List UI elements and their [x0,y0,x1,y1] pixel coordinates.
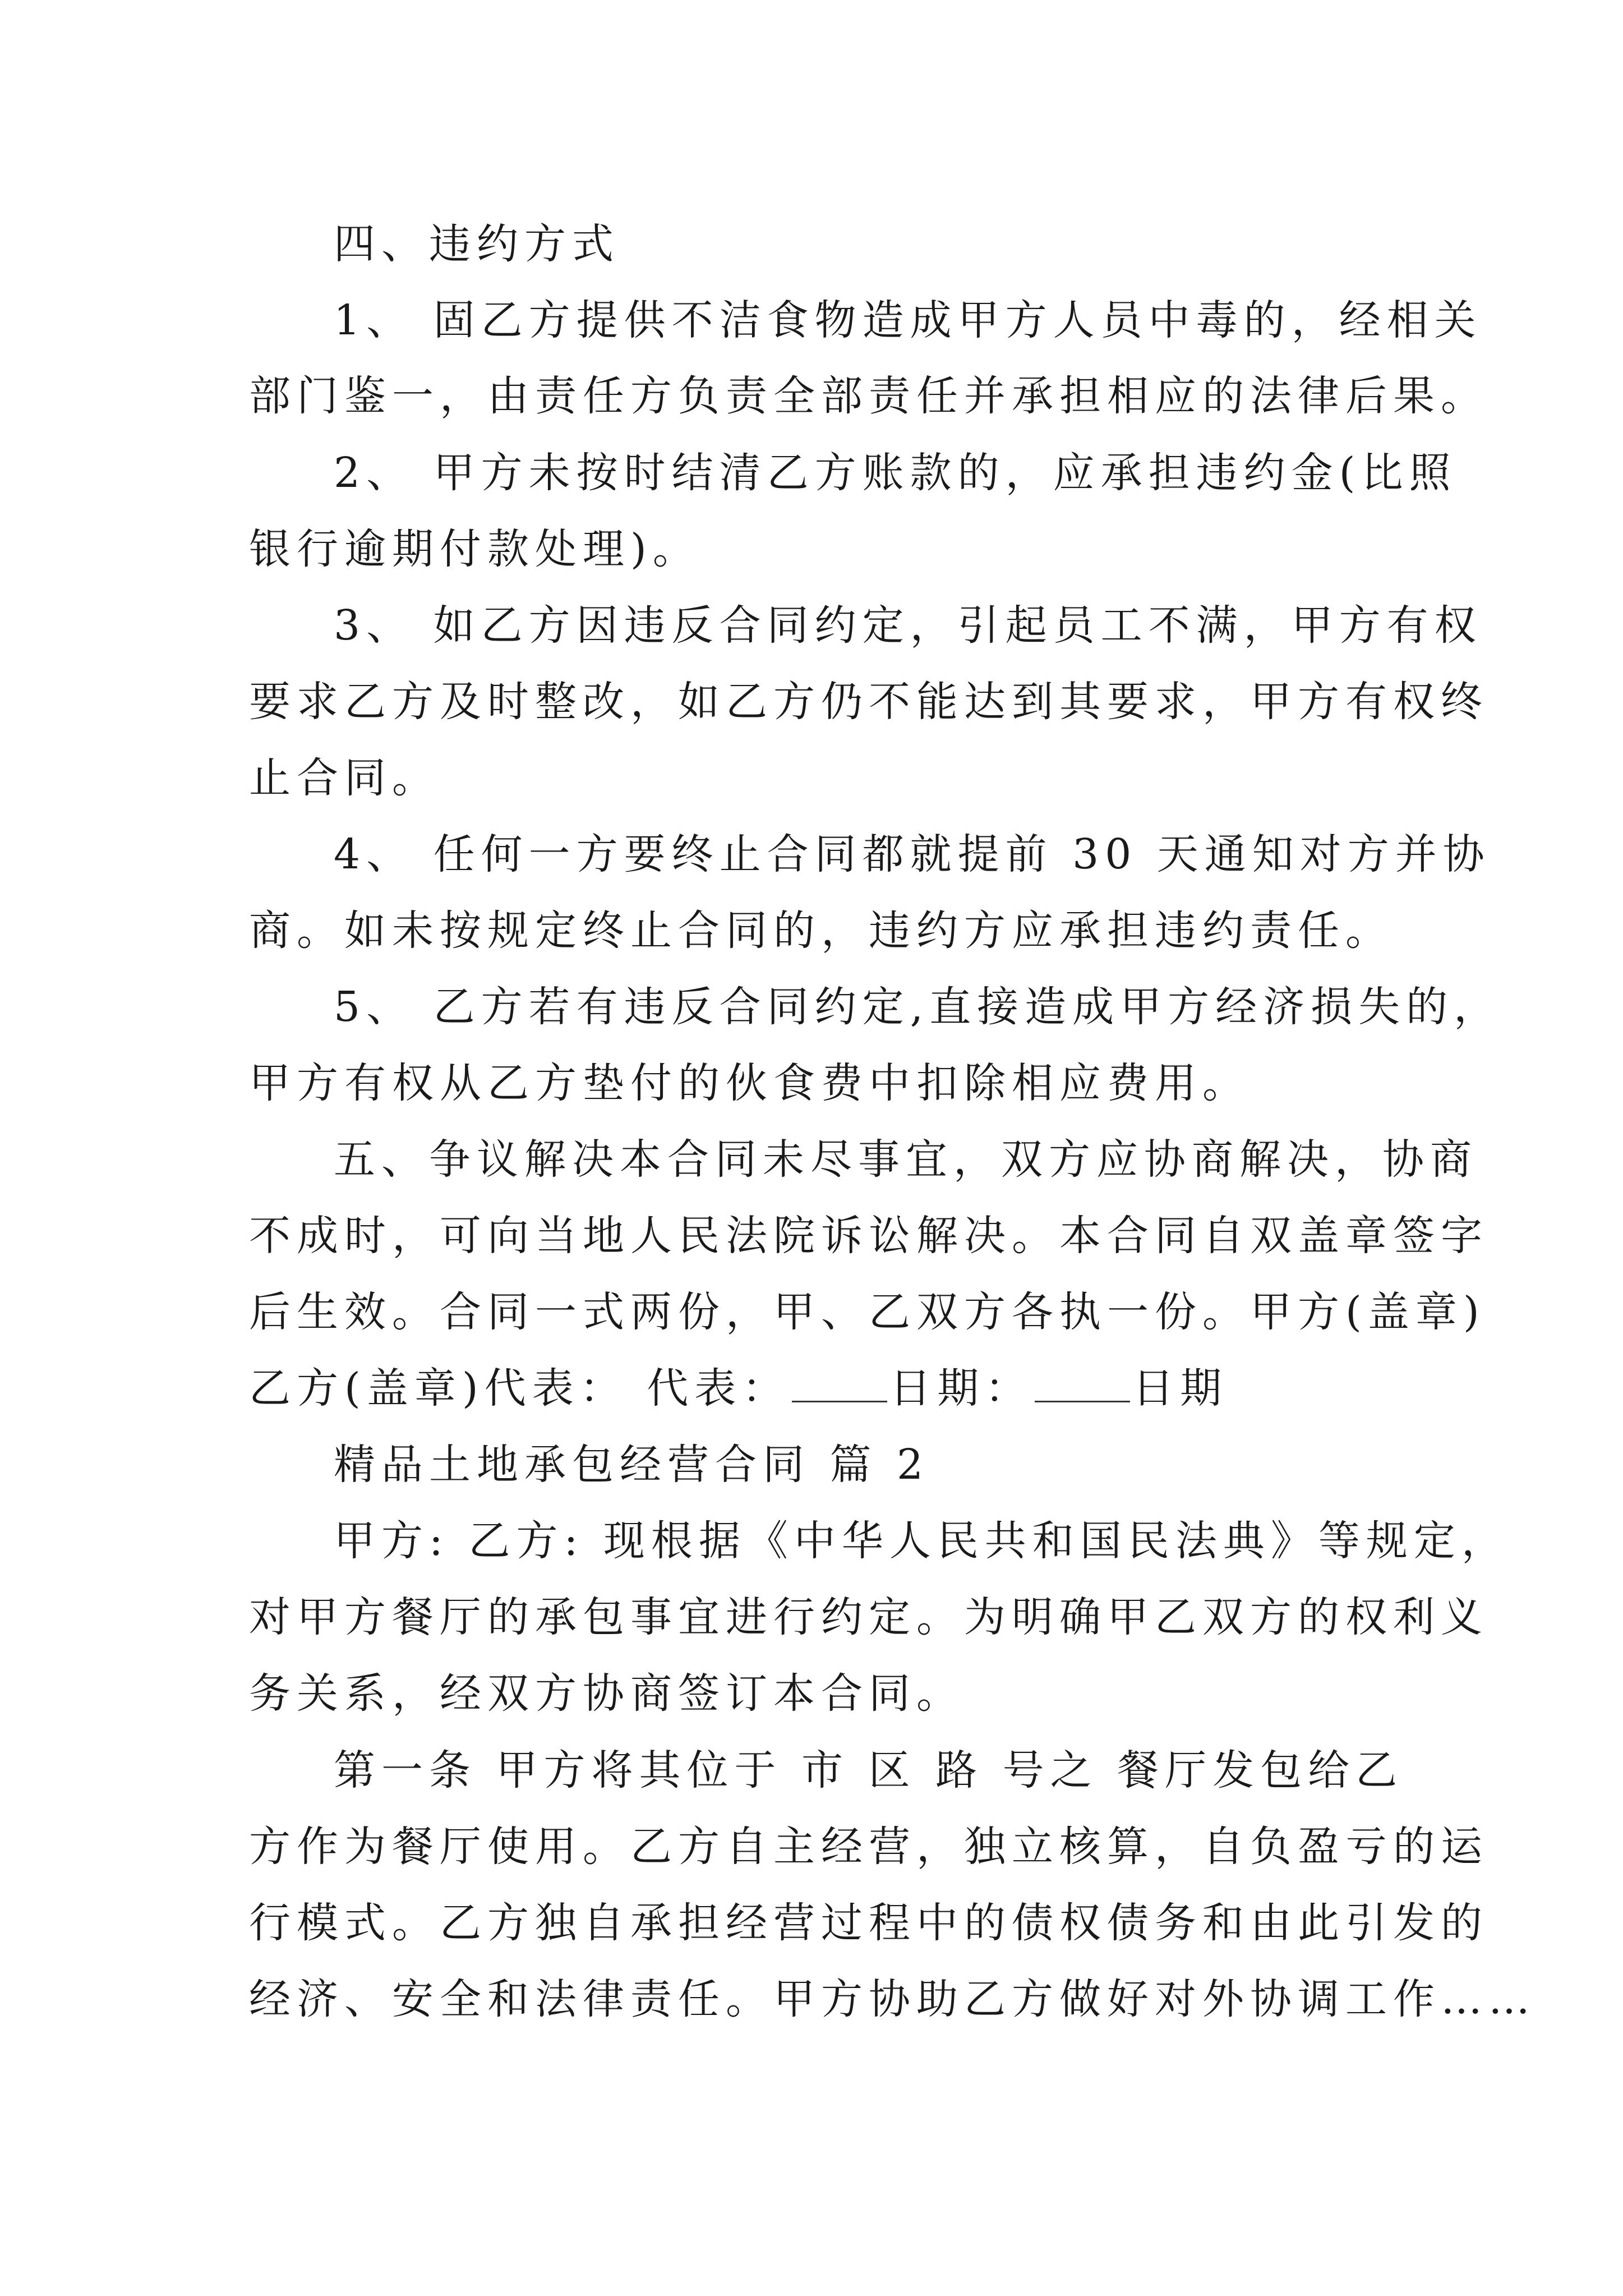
section5-line3: 后生效。合同一式两份，甲、乙双方各执一份。甲方(盖章) [249,1288,1486,1336]
item3-line2: 要求乙方及时整改，如乙方仍不能达到其要求，甲方有权终 [249,678,1488,726]
item5-line1: 5、 乙方若有违反合同约定,直接造成甲方经济损失的， [334,983,1502,1031]
section4-heading: 四、违约方式 [334,220,620,268]
section5-signature-line [249,1360,1228,1416]
item4-line2: 商。如未按规定终止合同的，违约方应承担违约责任。 [249,907,1393,955]
article1-line3: 行模式。乙方独自承担经营过程中的债权债务和由此引发的 [249,1899,1488,1947]
item1-line1: 1、 固乙方提供不洁食物造成甲方人员中毒的，经相关 [334,296,1482,344]
item2-line1: 2、 甲方未按时结清乙方账款的，应承担违约金(比照 [334,449,1457,497]
section5-line2: 不成时，可向当地人民法院诉讼解决。本合同自双盖章签字 [249,1212,1488,1260]
item3-line3: 止合同。 [249,754,440,802]
part2-title: 精品土地承包经营合同 篇 2 [334,1441,930,1489]
item4-line1: 4、 任何一方要终止合同都就提前 30 天通知对方并协 [334,830,1491,878]
item3-line1: 3、 如乙方因违反合同约定，引起员工不满，甲方有权 [334,601,1482,650]
signature-date-label-2: 日期 [1132,1364,1228,1412]
section5-line1: 五、争议解决本合同未尽事宜，双方应协商解决，协商 [334,1135,1478,1184]
item1-line2: 部门鉴一，由责任方负责全部责任并承担相应的法律后果。 [249,372,1488,420]
signature-blank-2 [1035,1366,1130,1402]
article1-line1: 第一条 甲方将其位于 市 区 路 号之 餐厅发包给乙 [334,1746,1404,1795]
preamble-line3: 务关系，经双方协商签订本合同。 [249,1669,964,1718]
item5-line2: 甲方有权从乙方垫付的伙食费中扣除相应费用。 [249,1059,1250,1107]
preamble-line1: 甲方: 乙方: 现根据《中华人民共和国民法典》等规定， [334,1517,1509,1565]
article1-line4: 经济、安全和法律责任。甲方协助乙方做好对外协调工作…… [249,1975,1536,2023]
signature-date-label: 日期： [889,1364,1033,1412]
signature-blank-1 [792,1366,887,1402]
signature-representative-label: 乙方(盖章)代表： 代表： [249,1364,790,1412]
preamble-line2: 对甲方餐厅的承包事宜进行约定。为明确甲乙双方的权利义 [249,1593,1488,1641]
item2-line2: 银行逾期付款处理)。 [249,525,700,573]
article1-line2: 方作为餐厅使用。乙方自主经营，独立核算，自负盈亏的运 [249,1823,1488,1871]
